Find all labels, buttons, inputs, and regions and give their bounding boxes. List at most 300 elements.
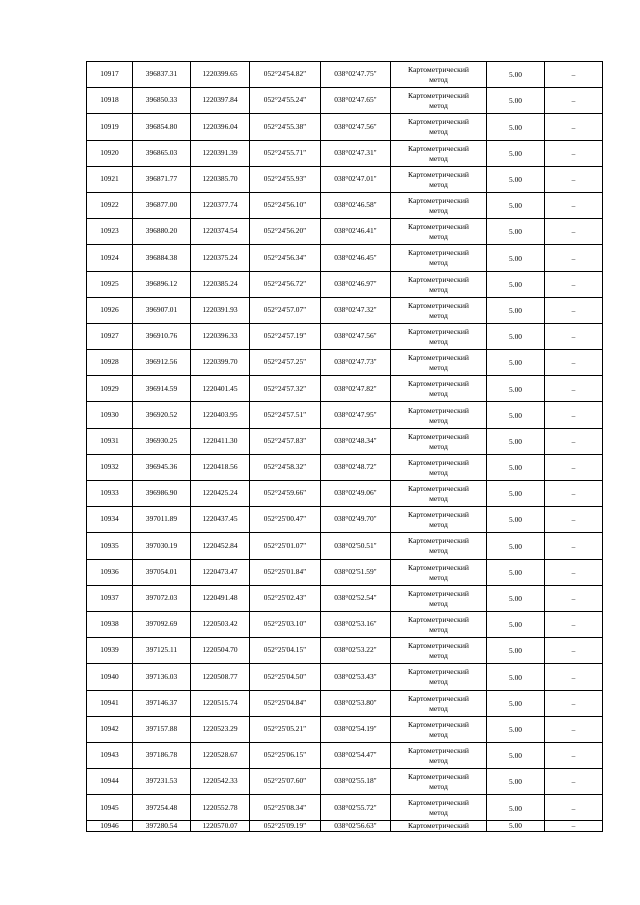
latitude-cell: 052°25'04.15" bbox=[250, 638, 321, 664]
x-coordinate-cell: 396912.56 bbox=[133, 350, 191, 376]
point-number-cell: 10946 bbox=[87, 821, 133, 832]
longitude-cell: 038°02'46.41" bbox=[321, 219, 391, 245]
table-row bbox=[87, 742, 603, 768]
method-line-1: Картометрический bbox=[408, 772, 469, 782]
longitude-cell: 038°02'49.06" bbox=[321, 481, 391, 507]
point-number-cell: 10937 bbox=[87, 585, 133, 611]
y-coordinate-cell: 1220377.74 bbox=[191, 192, 250, 218]
accuracy-cell: 5.00 bbox=[487, 690, 545, 716]
method-line-1: Картометрический bbox=[408, 719, 469, 729]
method-line-1: Картометрический bbox=[408, 117, 469, 127]
table-row bbox=[87, 297, 603, 323]
point-number-cell: 10942 bbox=[87, 716, 133, 742]
x-coordinate-cell: 397157.88 bbox=[133, 716, 191, 742]
method-line-2: метод bbox=[429, 808, 448, 818]
longitude-cell: 038°02'53.43" bbox=[321, 664, 391, 690]
longitude-cell: 038°02'47.56" bbox=[321, 323, 391, 349]
y-coordinate-cell: 1220396.33 bbox=[191, 323, 250, 349]
x-coordinate-cell: 396910.76 bbox=[133, 323, 191, 349]
y-coordinate-cell: 1220508.77 bbox=[191, 664, 250, 690]
table-row bbox=[87, 795, 603, 821]
y-coordinate-cell: 1220385.70 bbox=[191, 166, 250, 192]
table-row bbox=[87, 350, 603, 376]
note-cell: – bbox=[545, 664, 603, 690]
note-cell: – bbox=[545, 376, 603, 402]
method-cell bbox=[391, 114, 487, 140]
method-cell bbox=[391, 611, 487, 637]
point-number-cell: 10932 bbox=[87, 454, 133, 480]
point-number-cell: 10943 bbox=[87, 742, 133, 768]
x-coordinate-cell: 397186.78 bbox=[133, 742, 191, 768]
method-line-2: метод bbox=[429, 494, 448, 504]
x-coordinate-cell: 396920.52 bbox=[133, 402, 191, 428]
method-line-1: Картометрический bbox=[408, 821, 469, 831]
method-cell bbox=[391, 769, 487, 795]
table-row bbox=[87, 402, 603, 428]
y-coordinate-cell: 1220385.24 bbox=[191, 271, 250, 297]
longitude-cell: 038°02'50.51" bbox=[321, 533, 391, 559]
latitude-cell: 052°24'56.20" bbox=[250, 219, 321, 245]
x-coordinate-cell: 396884.38 bbox=[133, 245, 191, 271]
method-line-1: Картометрический bbox=[408, 353, 469, 363]
y-coordinate-cell: 1220403.95 bbox=[191, 402, 250, 428]
method-line-1: Картометрический bbox=[408, 431, 469, 441]
y-coordinate-cell: 1220452.84 bbox=[191, 533, 250, 559]
latitude-cell: 052°25'09.19" bbox=[250, 821, 321, 832]
point-number-cell: 10929 bbox=[87, 376, 133, 402]
note-cell: – bbox=[545, 350, 603, 376]
longitude-cell: 038°02'49.70" bbox=[321, 507, 391, 533]
method-line-2: метод bbox=[429, 782, 448, 792]
point-number-cell: 10935 bbox=[87, 533, 133, 559]
method-line-1: Картометрический bbox=[408, 667, 469, 677]
method-cell bbox=[391, 664, 487, 690]
latitude-cell: 052°25'03.10" bbox=[250, 611, 321, 637]
table-row bbox=[87, 88, 603, 114]
accuracy-cell: 5.00 bbox=[487, 821, 545, 832]
method-line-2: метод bbox=[429, 703, 448, 713]
y-coordinate-cell: 1220425.24 bbox=[191, 481, 250, 507]
point-number-cell: 10926 bbox=[87, 297, 133, 323]
y-coordinate-cell: 1220552.78 bbox=[191, 795, 250, 821]
longitude-cell: 038°02'47.73" bbox=[321, 350, 391, 376]
y-coordinate-cell: 1220515.74 bbox=[191, 690, 250, 716]
longitude-cell: 038°02'47.31" bbox=[321, 140, 391, 166]
latitude-cell: 052°25'04.84" bbox=[250, 690, 321, 716]
method-line-1: Картометрический bbox=[408, 588, 469, 598]
y-coordinate-cell: 1220503.42 bbox=[191, 611, 250, 637]
accuracy-cell: 5.00 bbox=[487, 245, 545, 271]
longitude-cell: 038°02'52.54" bbox=[321, 585, 391, 611]
note-cell: – bbox=[545, 454, 603, 480]
latitude-cell: 052°24'56.34" bbox=[250, 245, 321, 271]
accuracy-cell: 5.00 bbox=[487, 323, 545, 349]
point-number-cell: 10922 bbox=[87, 192, 133, 218]
note-cell: – bbox=[545, 507, 603, 533]
x-coordinate-cell: 396865.03 bbox=[133, 140, 191, 166]
method-line-2: метод bbox=[429, 467, 448, 477]
latitude-cell: 052°25'05.21" bbox=[250, 716, 321, 742]
x-coordinate-cell: 396850.33 bbox=[133, 88, 191, 114]
method-line-1: Картометрический bbox=[408, 798, 469, 808]
latitude-cell: 052°24'57.83" bbox=[250, 428, 321, 454]
point-number-cell: 10941 bbox=[87, 690, 133, 716]
x-coordinate-cell: 396880.20 bbox=[133, 219, 191, 245]
method-line-2: метод bbox=[429, 101, 448, 111]
longitude-cell: 038°02'47.32" bbox=[321, 297, 391, 323]
table-row bbox=[87, 690, 603, 716]
y-coordinate-cell: 1220401.45 bbox=[191, 376, 250, 402]
method-line-1: Картометрический bbox=[408, 326, 469, 336]
table-row bbox=[87, 533, 603, 559]
latitude-cell: 052°24'57.51" bbox=[250, 402, 321, 428]
x-coordinate-cell: 396914.59 bbox=[133, 376, 191, 402]
longitude-cell: 038°02'47.75" bbox=[321, 62, 391, 88]
accuracy-cell: 5.00 bbox=[487, 769, 545, 795]
x-coordinate-cell: 397280.54 bbox=[133, 821, 191, 832]
accuracy-cell: 5.00 bbox=[487, 795, 545, 821]
y-coordinate-cell: 1220391.93 bbox=[191, 297, 250, 323]
x-coordinate-cell: 397011.89 bbox=[133, 507, 191, 533]
latitude-cell: 052°24'55.24" bbox=[250, 88, 321, 114]
coordinate-table-page bbox=[86, 61, 602, 832]
method-line-2: метод bbox=[429, 651, 448, 661]
table-row bbox=[87, 219, 603, 245]
note-cell: – bbox=[545, 585, 603, 611]
note-cell: – bbox=[545, 716, 603, 742]
method-line-1: Картометрический bbox=[408, 641, 469, 651]
method-line-2: метод bbox=[429, 546, 448, 556]
latitude-cell: 052°24'57.32" bbox=[250, 376, 321, 402]
accuracy-cell: 5.00 bbox=[487, 585, 545, 611]
latitude-cell: 052°25'01.84" bbox=[250, 559, 321, 585]
table-row bbox=[87, 376, 603, 402]
method-line-2: метод bbox=[429, 75, 448, 85]
accuracy-cell: 5.00 bbox=[487, 559, 545, 585]
latitude-cell: 052°24'57.19" bbox=[250, 323, 321, 349]
method-cell bbox=[391, 533, 487, 559]
longitude-cell: 038°02'47.56" bbox=[321, 114, 391, 140]
latitude-cell: 052°25'07.60" bbox=[250, 769, 321, 795]
accuracy-cell: 5.00 bbox=[487, 402, 545, 428]
table-row bbox=[87, 428, 603, 454]
accuracy-cell: 5.00 bbox=[487, 271, 545, 297]
method-line-2: метод bbox=[429, 520, 448, 530]
accuracy-cell: 5.00 bbox=[487, 638, 545, 664]
method-line-1: Картометрический bbox=[408, 300, 469, 310]
longitude-cell: 038°02'47.01" bbox=[321, 166, 391, 192]
x-coordinate-cell: 396854.80 bbox=[133, 114, 191, 140]
y-coordinate-cell: 1220570.07 bbox=[191, 821, 250, 832]
method-line-2: метод bbox=[429, 258, 448, 268]
y-coordinate-cell: 1220399.65 bbox=[191, 62, 250, 88]
x-coordinate-cell: 396930.25 bbox=[133, 428, 191, 454]
point-number-cell: 10939 bbox=[87, 638, 133, 664]
x-coordinate-cell: 397125.11 bbox=[133, 638, 191, 664]
note-cell: – bbox=[545, 690, 603, 716]
x-coordinate-cell: 397072.03 bbox=[133, 585, 191, 611]
latitude-cell: 052°24'58.32" bbox=[250, 454, 321, 480]
latitude-cell: 052°24'55.93" bbox=[250, 166, 321, 192]
point-number-cell: 10928 bbox=[87, 350, 133, 376]
method-line-1: Картометрический bbox=[408, 65, 469, 75]
table-row bbox=[87, 245, 603, 271]
latitude-cell: 052°24'57.25" bbox=[250, 350, 321, 376]
latitude-cell: 052°24'56.72" bbox=[250, 271, 321, 297]
method-line-1: Картометрический bbox=[408, 222, 469, 232]
accuracy-cell: 5.00 bbox=[487, 192, 545, 218]
note-cell: – bbox=[545, 323, 603, 349]
note-cell: – bbox=[545, 611, 603, 637]
method-cell bbox=[391, 559, 487, 585]
method-line-1: Картометрический bbox=[408, 143, 469, 153]
longitude-cell: 038°02'55.18" bbox=[321, 769, 391, 795]
y-coordinate-cell: 1220528.67 bbox=[191, 742, 250, 768]
method-line-1: Картометрический bbox=[408, 457, 469, 467]
y-coordinate-cell: 1220411.30 bbox=[191, 428, 250, 454]
table-row bbox=[87, 507, 603, 533]
method-line-1: Картометрический bbox=[408, 274, 469, 284]
coordinate-table bbox=[86, 61, 603, 832]
method-cell bbox=[391, 638, 487, 664]
method-cell bbox=[391, 690, 487, 716]
latitude-cell: 052°25'08.34" bbox=[250, 795, 321, 821]
x-coordinate-cell: 397054.01 bbox=[133, 559, 191, 585]
accuracy-cell: 5.00 bbox=[487, 166, 545, 192]
longitude-cell: 038°02'46.45" bbox=[321, 245, 391, 271]
method-cell bbox=[391, 350, 487, 376]
accuracy-cell: 5.00 bbox=[487, 428, 545, 454]
y-coordinate-cell: 1220391.39 bbox=[191, 140, 250, 166]
method-line-1: Картометрический bbox=[408, 379, 469, 389]
note-cell: – bbox=[545, 769, 603, 795]
accuracy-cell: 5.00 bbox=[487, 481, 545, 507]
method-cell bbox=[391, 62, 487, 88]
accuracy-cell: 5.00 bbox=[487, 350, 545, 376]
y-coordinate-cell: 1220397.84 bbox=[191, 88, 250, 114]
table-row bbox=[87, 62, 603, 88]
longitude-cell: 038°02'53.16" bbox=[321, 611, 391, 637]
note-cell: – bbox=[545, 742, 603, 768]
method-cell bbox=[391, 481, 487, 507]
note-cell: – bbox=[545, 140, 603, 166]
method-line-2: метод bbox=[429, 179, 448, 189]
method-cell bbox=[391, 271, 487, 297]
method-cell bbox=[391, 219, 487, 245]
method-line-1: Картометрический bbox=[408, 405, 469, 415]
note-cell: – bbox=[545, 219, 603, 245]
method-line-2: метод bbox=[429, 415, 448, 425]
latitude-cell: 052°24'59.66" bbox=[250, 481, 321, 507]
method-line-1: Картометрический bbox=[408, 745, 469, 755]
table-row bbox=[87, 559, 603, 585]
longitude-cell: 038°02'48.34" bbox=[321, 428, 391, 454]
method-cell bbox=[391, 323, 487, 349]
accuracy-cell: 5.00 bbox=[487, 507, 545, 533]
note-cell: – bbox=[545, 271, 603, 297]
method-cell bbox=[391, 716, 487, 742]
method-line-2: метод bbox=[429, 363, 448, 373]
method-line-1: Картометрический bbox=[408, 196, 469, 206]
longitude-cell: 038°02'47.82" bbox=[321, 376, 391, 402]
point-number-cell: 10933 bbox=[87, 481, 133, 507]
table-row bbox=[87, 481, 603, 507]
point-number-cell: 10936 bbox=[87, 559, 133, 585]
note-cell: – bbox=[545, 114, 603, 140]
table-row bbox=[87, 821, 603, 832]
method-line-2: метод bbox=[429, 336, 448, 346]
point-number-cell: 10924 bbox=[87, 245, 133, 271]
method-cell bbox=[391, 192, 487, 218]
point-number-cell: 10930 bbox=[87, 402, 133, 428]
y-coordinate-cell: 1220542.33 bbox=[191, 769, 250, 795]
point-number-cell: 10925 bbox=[87, 271, 133, 297]
longitude-cell: 038°02'47.65" bbox=[321, 88, 391, 114]
note-cell: – bbox=[545, 166, 603, 192]
x-coordinate-cell: 396871.77 bbox=[133, 166, 191, 192]
accuracy-cell: 5.00 bbox=[487, 140, 545, 166]
longitude-cell: 038°02'53.80" bbox=[321, 690, 391, 716]
longitude-cell: 038°02'48.72" bbox=[321, 454, 391, 480]
accuracy-cell: 5.00 bbox=[487, 114, 545, 140]
note-cell: – bbox=[545, 795, 603, 821]
accuracy-cell: 5.00 bbox=[487, 454, 545, 480]
method-cell bbox=[391, 454, 487, 480]
method-cell bbox=[391, 585, 487, 611]
longitude-cell: 038°02'54.47" bbox=[321, 742, 391, 768]
method-line-2: метод bbox=[429, 310, 448, 320]
x-coordinate-cell: 396877.00 bbox=[133, 192, 191, 218]
x-coordinate-cell: 396986.90 bbox=[133, 481, 191, 507]
y-coordinate-cell: 1220375.24 bbox=[191, 245, 250, 271]
point-number-cell: 10921 bbox=[87, 166, 133, 192]
table-row bbox=[87, 323, 603, 349]
note-cell: – bbox=[545, 533, 603, 559]
note-cell: – bbox=[545, 192, 603, 218]
method-line-2: метод bbox=[429, 441, 448, 451]
method-cell bbox=[391, 245, 487, 271]
longitude-cell: 038°02'47.95" bbox=[321, 402, 391, 428]
x-coordinate-cell: 397030.19 bbox=[133, 533, 191, 559]
method-cell bbox=[391, 140, 487, 166]
y-coordinate-cell: 1220504.70 bbox=[191, 638, 250, 664]
method-cell bbox=[391, 821, 487, 832]
method-cell bbox=[391, 428, 487, 454]
table-row bbox=[87, 638, 603, 664]
accuracy-cell: 5.00 bbox=[487, 219, 545, 245]
note-cell: – bbox=[545, 821, 603, 832]
y-coordinate-cell: 1220396.04 bbox=[191, 114, 250, 140]
table-row bbox=[87, 114, 603, 140]
method-line-2: метод bbox=[429, 284, 448, 294]
latitude-cell: 052°24'54.82" bbox=[250, 62, 321, 88]
latitude-cell: 052°25'06.15" bbox=[250, 742, 321, 768]
method-cell bbox=[391, 297, 487, 323]
point-number-cell: 10944 bbox=[87, 769, 133, 795]
note-cell: – bbox=[545, 245, 603, 271]
table-row bbox=[87, 271, 603, 297]
point-number-cell: 10920 bbox=[87, 140, 133, 166]
note-cell: – bbox=[545, 481, 603, 507]
method-cell bbox=[391, 795, 487, 821]
method-line-2: метод bbox=[429, 572, 448, 582]
table-row bbox=[87, 140, 603, 166]
table-row bbox=[87, 192, 603, 218]
method-line-1: Картометрический bbox=[408, 510, 469, 520]
method-line-1: Картометрический bbox=[408, 615, 469, 625]
x-coordinate-cell: 397136.03 bbox=[133, 664, 191, 690]
point-number-cell: 10945 bbox=[87, 795, 133, 821]
note-cell: – bbox=[545, 297, 603, 323]
table-row bbox=[87, 769, 603, 795]
x-coordinate-cell: 396945.36 bbox=[133, 454, 191, 480]
table-row bbox=[87, 611, 603, 637]
note-cell: – bbox=[545, 559, 603, 585]
x-coordinate-cell: 397254.48 bbox=[133, 795, 191, 821]
point-number-cell: 10918 bbox=[87, 88, 133, 114]
x-coordinate-cell: 396907.01 bbox=[133, 297, 191, 323]
table-row bbox=[87, 664, 603, 690]
method-cell bbox=[391, 376, 487, 402]
table-row bbox=[87, 716, 603, 742]
longitude-cell: 038°02'53.22" bbox=[321, 638, 391, 664]
x-coordinate-cell: 396896.12 bbox=[133, 271, 191, 297]
method-cell bbox=[391, 166, 487, 192]
accuracy-cell: 5.00 bbox=[487, 716, 545, 742]
method-line-1: Картометрический bbox=[408, 693, 469, 703]
method-line-2: метод bbox=[429, 153, 448, 163]
latitude-cell: 052°24'57.07" bbox=[250, 297, 321, 323]
accuracy-cell: 5.00 bbox=[487, 376, 545, 402]
note-cell: – bbox=[545, 88, 603, 114]
x-coordinate-cell: 397092.69 bbox=[133, 611, 191, 637]
method-line-1: Картометрический bbox=[408, 91, 469, 101]
point-number-cell: 10934 bbox=[87, 507, 133, 533]
latitude-cell: 052°25'04.50" bbox=[250, 664, 321, 690]
note-cell: – bbox=[545, 402, 603, 428]
method-cell bbox=[391, 88, 487, 114]
point-number-cell: 10931 bbox=[87, 428, 133, 454]
point-number-cell: 10927 bbox=[87, 323, 133, 349]
table-row bbox=[87, 454, 603, 480]
method-line-1: Картометрический bbox=[408, 169, 469, 179]
method-line-2: метод bbox=[429, 755, 448, 765]
latitude-cell: 052°25'01.07" bbox=[250, 533, 321, 559]
method-line-1: Картометрический bbox=[408, 248, 469, 258]
method-cell bbox=[391, 507, 487, 533]
latitude-cell: 052°25'02.43" bbox=[250, 585, 321, 611]
point-number-cell: 10919 bbox=[87, 114, 133, 140]
accuracy-cell: 5.00 bbox=[487, 611, 545, 637]
table-body bbox=[87, 62, 603, 832]
method-line-2: метод bbox=[429, 206, 448, 216]
method-line-2: метод bbox=[429, 232, 448, 242]
latitude-cell: 052°24'55.71" bbox=[250, 140, 321, 166]
x-coordinate-cell: 397231.53 bbox=[133, 769, 191, 795]
accuracy-cell: 5.00 bbox=[487, 664, 545, 690]
latitude-cell: 052°24'55.38" bbox=[250, 114, 321, 140]
latitude-cell: 052°25'00.47" bbox=[250, 507, 321, 533]
accuracy-cell: 5.00 bbox=[487, 88, 545, 114]
method-line-2: метод bbox=[429, 677, 448, 687]
method-cell bbox=[391, 742, 487, 768]
point-number-cell: 10938 bbox=[87, 611, 133, 637]
accuracy-cell: 5.00 bbox=[487, 62, 545, 88]
note-cell: – bbox=[545, 428, 603, 454]
y-coordinate-cell: 1220418.56 bbox=[191, 454, 250, 480]
longitude-cell: 038°02'54.19" bbox=[321, 716, 391, 742]
y-coordinate-cell: 1220491.48 bbox=[191, 585, 250, 611]
